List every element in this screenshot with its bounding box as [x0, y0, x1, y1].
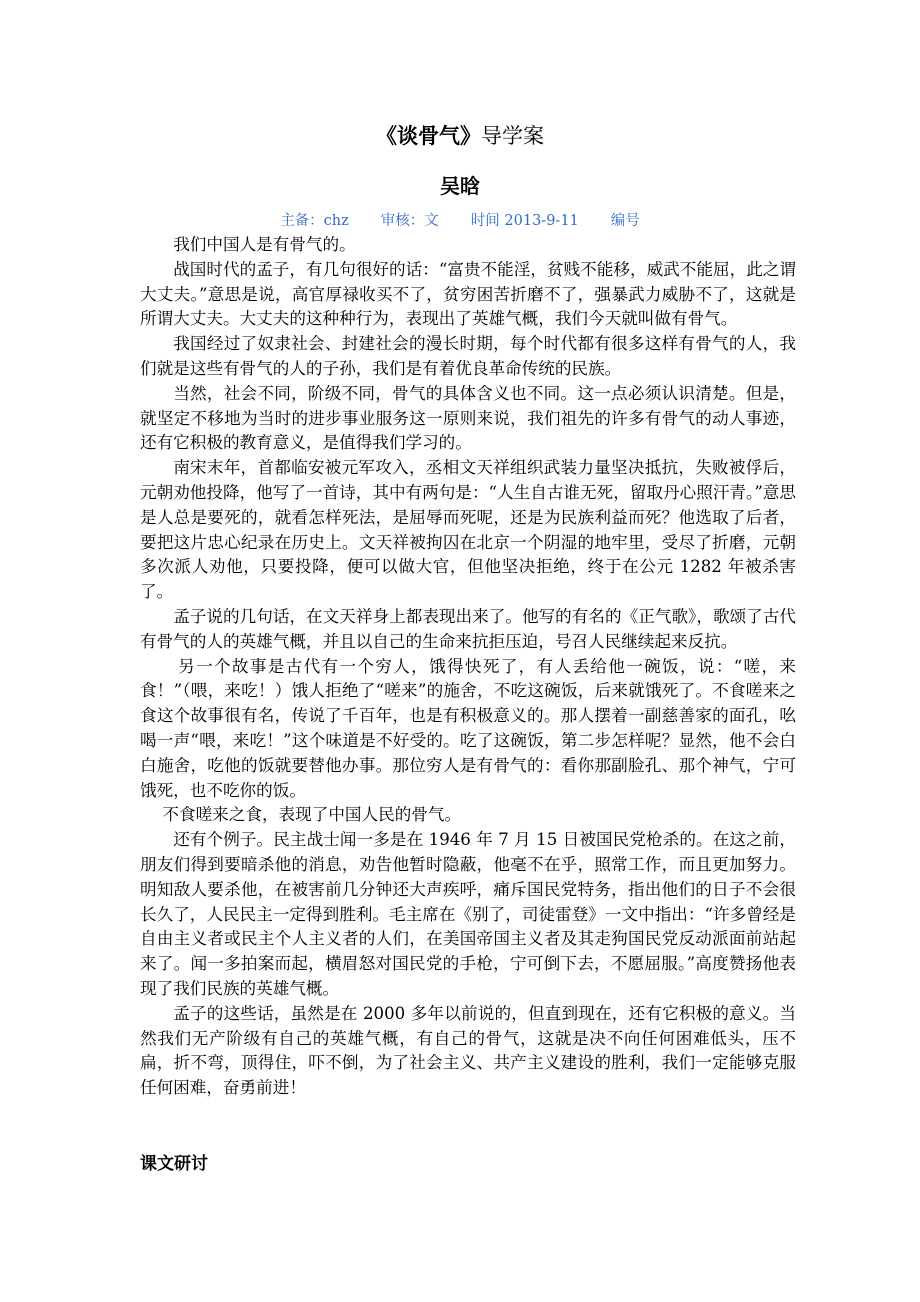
paragraph: 还有个例子。民主战士闻一多是在 1946 年 7 月 15 日被国民党枪杀的。在这之前，朋友们得到要暗杀他的消息，劝告他暂时隐蔽，他毫不在乎，照常工作，而且更加努力。明知敌人要杀他，在被害前几分钟还大声疾呼，痛斥国民党特务，指出他们的日子不会很长久了，人民民主一定得到胜利。毛主席在《别了，司徒雷登》一文中指出：“许多曾经是自由主义者或民主个人主义者的人们，在美国帝国主义者及其走狗国民党反动派面前站起来了。闻一多拍案而起，横眉怒对国民党的手枪，宁可倒下去，不愿屈服。”高度赞扬他表现了我们民族的英雄气概。 — [140, 830, 796, 998]
article-body — [140, 233, 796, 1101]
title-bold: 《谈骨气》 — [376, 123, 481, 148]
author-name: 吴晗 — [440, 174, 480, 198]
meta-reviewer: 审核：文 — [380, 213, 439, 229]
paragraph: 战国时代的孟子，有几句很好的话：“富贵不能淫，贫贱不能移，威武不能屈，此之谓大丈夫。”意思是说，高官厚禄收买不了，贫穷困苦折磨不了，强暴武力威胁不了，这就是所谓大丈夫。大丈夫的这种种行为，表现出了英雄气概，我们今天就叫做有骨气。 — [140, 259, 796, 329]
title-rest: 导学案 — [481, 124, 544, 148]
document-title — [0, 121, 920, 151]
meta-time: 时间 2013-9-11 — [470, 213, 579, 229]
paragraph: 我国经过了奴隶社会、封建社会的漫长时期，每个时代都有很多这样有骨气的人，我们就是这些有骨气的人的子孙，我们是有着优良革命传统的民族。 — [140, 334, 796, 378]
meta-line — [0, 209, 920, 233]
paragraph: 当然，社会不同，阶级不同，骨气的具体含义也不同。这一点必须认识清楚。但是，就坚定不移地为当时的进步事业服务这一原则来说，我们祖先的许多有骨气的动人事迹，还有它积极的教育意义，是值得我们学习的。 — [140, 383, 796, 453]
meta-preparer: 主备：chz — [280, 213, 349, 229]
paragraph: 不食嗟来之食，表现了中国人民的骨气。 — [162, 805, 462, 825]
section-heading: 课文研讨 — [140, 1154, 208, 1174]
paragraph: 我们中国人是有骨气的。 — [173, 235, 356, 254]
paragraph: 南宋末年，首都临安被元军攻入，丞相文天祥组织武装力量坚决抵抗，失败被俘后，元朝劝他投降，他写了一首诗，其中有两句是：“人生自古谁无死，留取丹心照汗青。”意思是人总是要死的，就看怎样死法，是屈辱而死呢，还是为民族利益而死？他选取了后者，要把这片忠心纪录在历史上。文天祥被拘囚在北京一个阴湿的地牢里，受尽了折磨，元朝多次派人劝他，只要投降，便可以做大官，但他坚决拒绝，终于在公元 1282 年被杀害了。 — [140, 458, 796, 602]
paragraph: 孟子说的几句话，在文天祥身上都表现出来了。他写的有名的《正气歌》，歌颂了古代有骨气的人的英雄气概，并且以自己的生命来抗拒压迫，号召人民继续起来反抗。 — [140, 606, 796, 651]
paragraph: 孟子的这些话，虽然是在 2000 多年以前说的，但直到现在，还有它积极的意义。当然我们无产阶级有自己的英雄气概，有自己的骨气，这就是决不向任何困难低头，压不扁，折不弯，顶得住，吓不倒，为了社会主义、共产主义建设的胜利，我们一定能够克服任何困难，奋勇前进！ — [140, 1003, 796, 1098]
meta-number: 编号 — [610, 213, 640, 229]
paragraph: 另一个故事是古代有一个穷人，饿得快死了，有人丢给他一碗饭，说：“嗟，来食！”（喂，来吃！）饿人拒绝了“嗟来”的施舍，不吃这碗饭，后来就饿死了。不食嗟来之食这个故事很有名，传说了千百年，也是有积极意义的。那人摆着一副慈善家的面孔，吆喝一声“喂，来吃！”这个味道是不好受的。吃了这碗饭，第二步怎样呢？显然，他不会白白施舍，吃他的饭就要替他办事。那位穷人是有骨气的：看你那副脸孔、那个神气，宁可饿死，也不吃你的饭。 — [140, 656, 796, 800]
